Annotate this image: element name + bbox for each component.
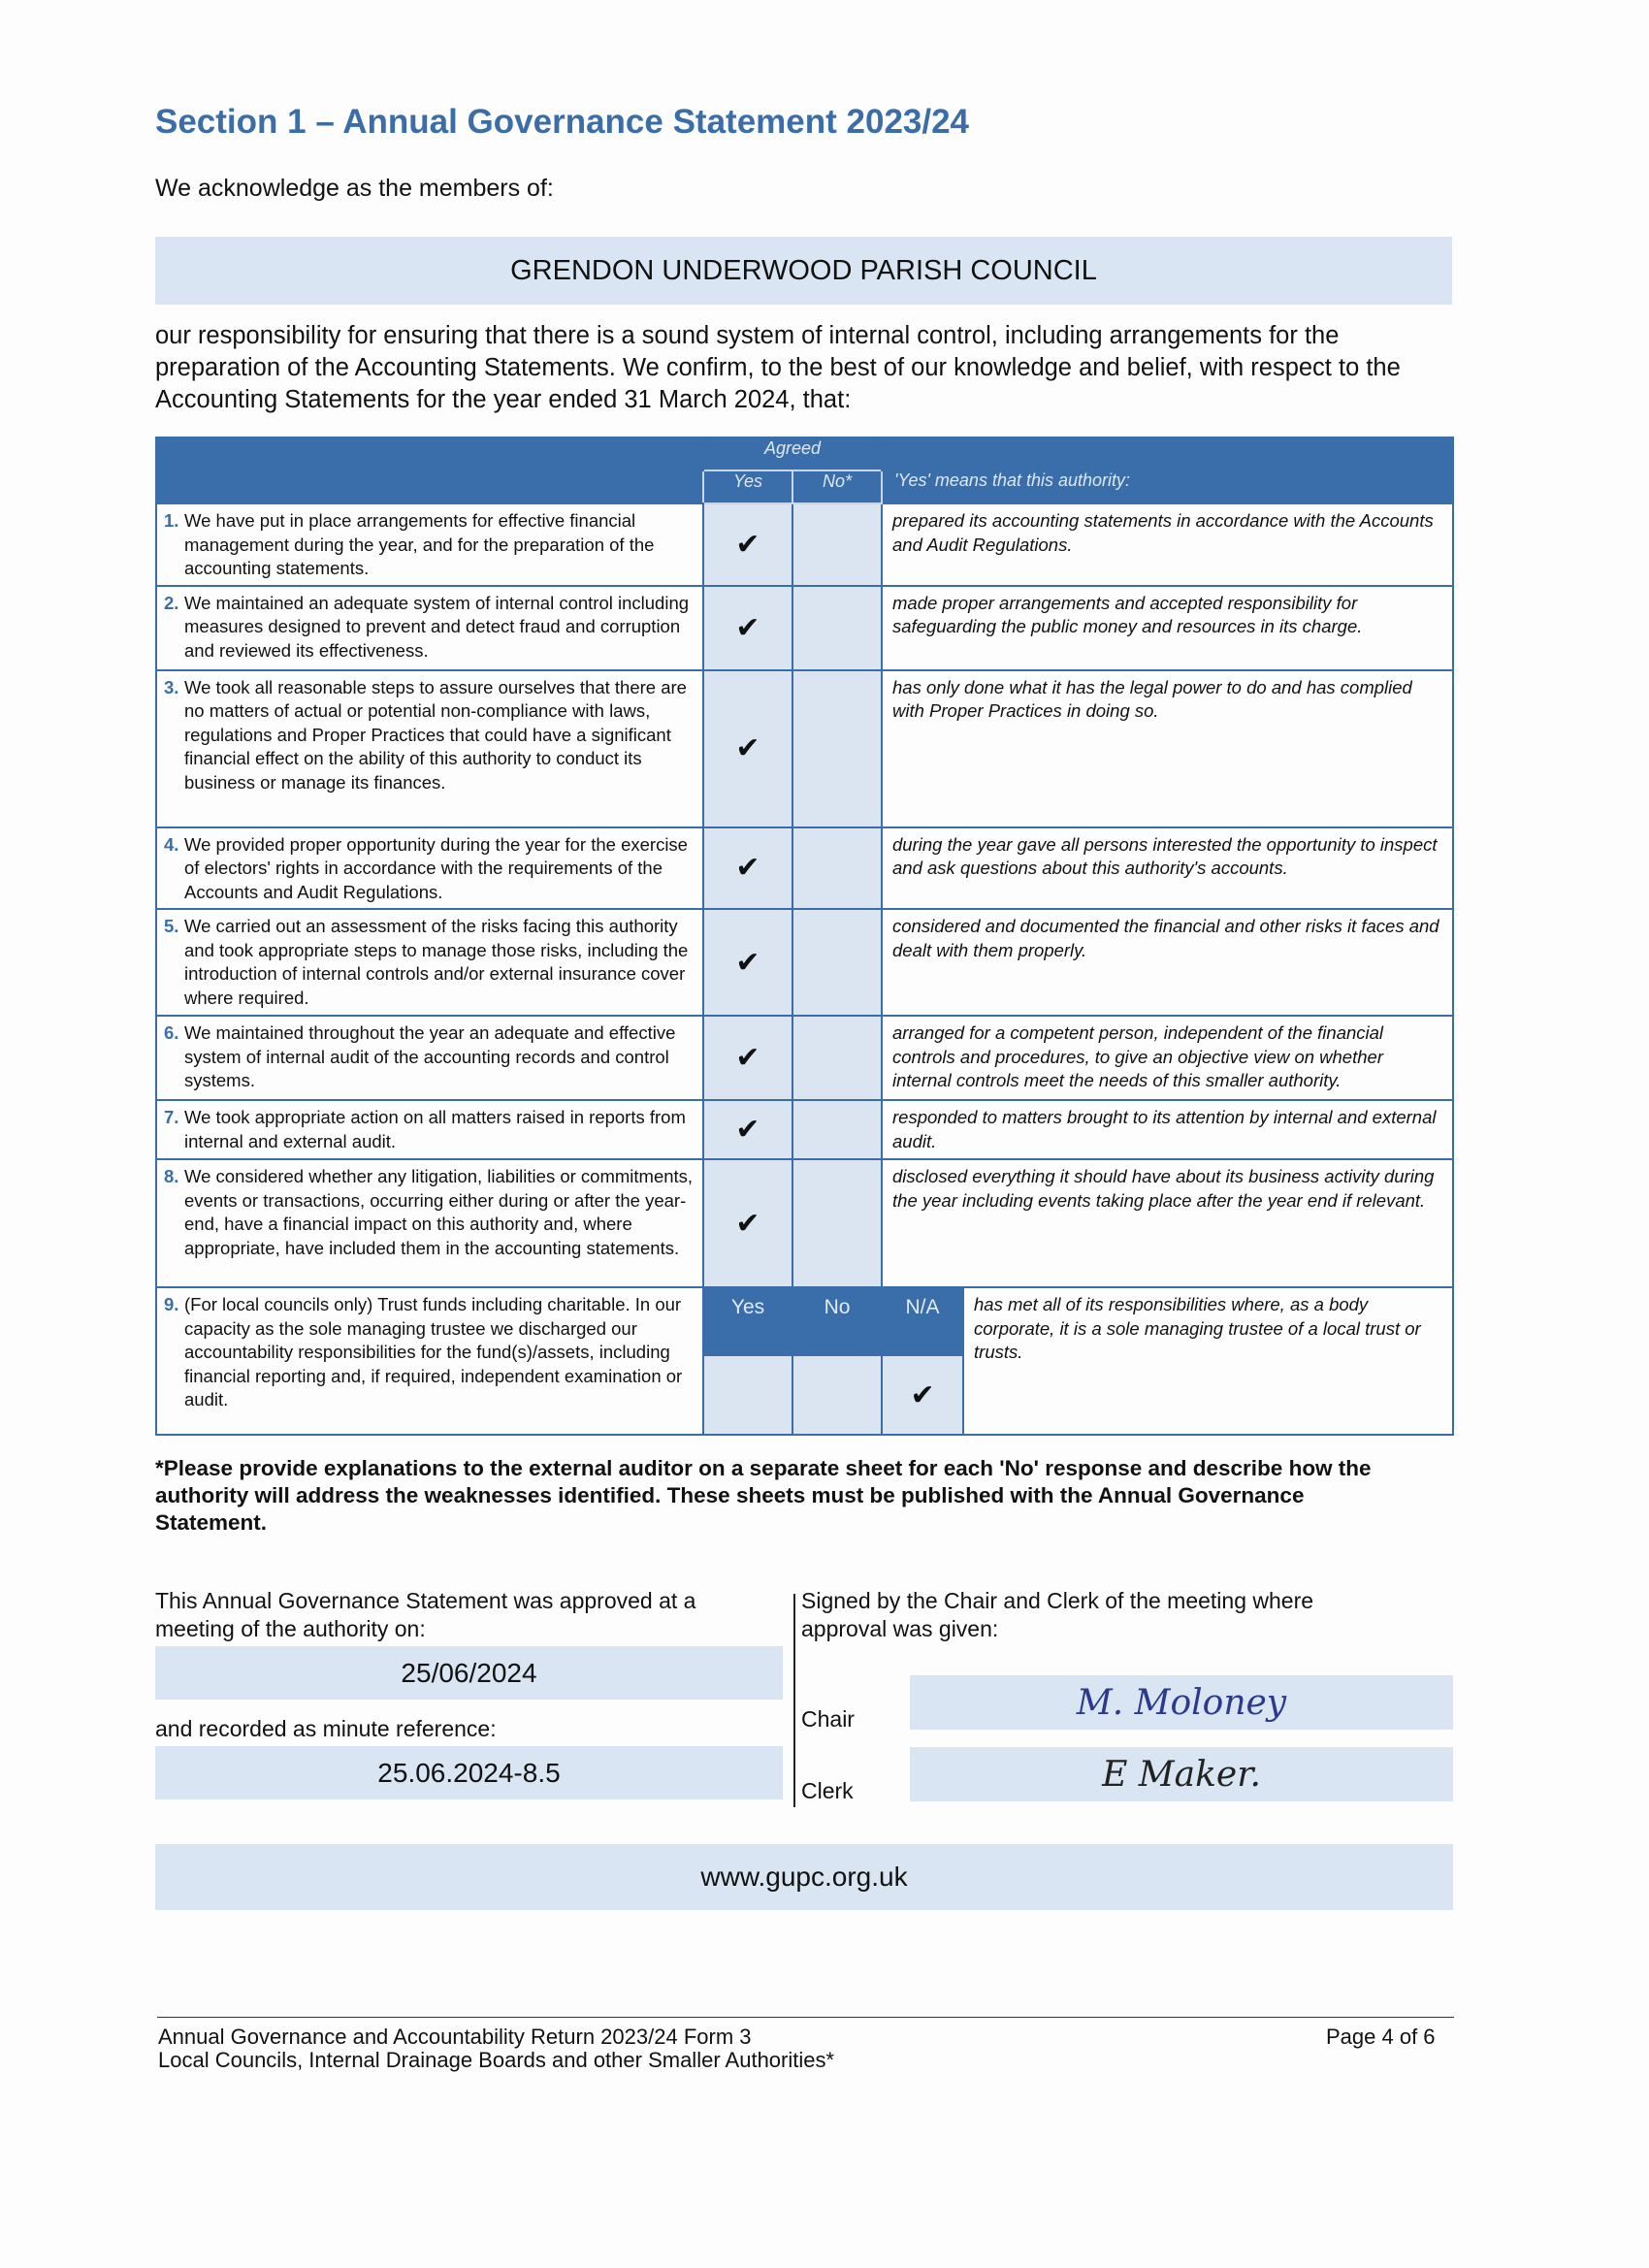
statement-5: 5. We carried out an assessment of the risks facing this authority and took appropriate steps to manage those risks, including the introduction of internal controls and/or external insurance cover where required. [156, 909, 703, 1016]
divider [793, 1594, 795, 1807]
meaning-4: during the year gave all persons interested the opportunity to inspect and ask questions about this authority's accounts. [882, 827, 1453, 910]
check-icon: ✔ [735, 946, 760, 979]
no-header-9: No [792, 1287, 882, 1355]
meaning-header: 'Yes' means that this authority: [882, 470, 1453, 503]
table-row [156, 670, 1453, 827]
meaning-2: made proper arrangements and accepted responsibility for safeguarding the public money and resources in its charge. [882, 586, 1453, 670]
meaning-6: arranged for a competent person, independent of the financial controls and procedures, to give an objective view on whether internal controls meet the needs of this smaller authority. [882, 1016, 1453, 1100]
meaning-1: prepared its accounting statements in accordance with the Accounts and Audit Regulations. [882, 503, 1453, 586]
check-icon: ✔ [735, 1207, 760, 1240]
meaning-3: has only done what it has the legal power to do and has complied with Proper Practices in doing so. [882, 670, 1453, 827]
table-row [156, 1159, 1453, 1287]
statement-4: 4. We provided proper opportunity during the year for the exercise of electors' rights in accordance with the requirements of the Accounts and Audit Regulations. [156, 827, 703, 910]
responsibility-paragraph: our responsibility for ensuring that there is a sound system of internal control, including arrangements for the preparation of the Accounting Statements. We confirm, to the best of our knowledge and belief, with respect to the Accounting Statements for the year ended 31 March 2024, that: [155, 322, 1401, 413]
statement-9: 9. (For local councils only) Trust funds including charitable. In our capacity as the sole managing trustee we discharged our accountability responsibilities for the fund(s)/assets, including financial reporting and, if required, independent examination or audit. [156, 1287, 703, 1435]
statement-3: 3. We took all reasonable steps to assure ourselves that there are no matters of actual or potential non-compliance with laws, regulations and Proper Practices that could have a significant financial effect on the ability of this authority to conduct its business or manage its finances. [156, 670, 703, 827]
no-response-footnote: *Please provide explanations to the external auditor on a separate sheet for each 'No' response and describe how the authority will address the weaknesses identified. These sheets must be published with the Annual Governance Statement. [155, 1456, 1372, 1535]
yes-checkbox-5[interactable] [703, 909, 792, 1016]
table-row [156, 909, 1453, 1016]
approved-text: This Annual Governance Statement was approved at a meeting of the authority on: [155, 1588, 696, 1641]
yes-checkbox-6[interactable] [703, 1016, 792, 1100]
signed-text: Signed by the Chair and Clerk of the meeting where approval was given: [801, 1588, 1314, 1641]
approval-date-field[interactable]: 25/06/2024 [155, 1646, 783, 1700]
table-row [156, 1287, 1453, 1355]
table-row [156, 586, 1453, 670]
clerk-signature-field[interactable] [910, 1747, 1453, 1801]
webpage-address-field[interactable]: www.gupc.org.uk [155, 1844, 1453, 1910]
no-checkbox-7[interactable] [792, 1100, 882, 1159]
no-checkbox-8[interactable] [792, 1159, 882, 1287]
agreed-header: Agreed [703, 437, 882, 470]
check-icon: ✔ [735, 732, 760, 764]
clerk-label: Clerk [801, 1778, 854, 1803]
statement-6: 6. We maintained throughout the year an adequate and effective system of internal audit of the accounting records and control systems. [156, 1016, 703, 1100]
statement-1: 1. We have put in place arrangements for effective financial management during the year, and for the preparation of the accounting statements. [156, 503, 703, 586]
no-checkbox-1[interactable] [792, 503, 882, 586]
minute-reference-field[interactable]: 25.06.2024-8.5 [155, 1746, 783, 1799]
table-row [156, 503, 1453, 586]
no-checkbox-6[interactable] [792, 1016, 882, 1100]
page-number: Page 4 of 6 [1326, 2025, 1436, 2049]
chair-label: Chair [801, 1706, 855, 1732]
check-icon: ✔ [735, 528, 760, 561]
section-title: Section 1 – Annual Governance Statement 2023/24 [155, 103, 970, 141]
table-row [156, 827, 1453, 910]
no-checkbox-9[interactable] [792, 1355, 882, 1435]
statement-7: 7. We took appropriate action on all matters raised in reports from internal and external audit. [156, 1100, 703, 1159]
yes-header: Yes [703, 470, 792, 503]
yes-checkbox-9[interactable] [703, 1355, 792, 1435]
check-icon: ✔ [735, 1114, 760, 1146]
chair-signature-field[interactable] [910, 1675, 1453, 1730]
yes-checkbox-3[interactable] [703, 670, 792, 827]
yes-checkbox-2[interactable] [703, 586, 792, 670]
yes-checkbox-1[interactable] [703, 503, 792, 586]
no-checkbox-2[interactable] [792, 586, 882, 670]
intro-text: We acknowledge as the members of: [155, 175, 554, 202]
check-icon: ✔ [910, 1378, 935, 1411]
check-icon: ✔ [735, 852, 760, 885]
check-icon: ✔ [735, 1042, 760, 1074]
no-checkbox-4[interactable] [792, 827, 882, 910]
chair-signature: M. Moloney [1076, 1682, 1287, 1723]
statement-8: 8. We considered whether any litigation, liabilities or commitments, events or transactions, occurring either during or after the year-end, have a financial impact on this authority and, where appropriate, have included them in the accounting statements. [156, 1159, 703, 1287]
yes-checkbox-8[interactable] [703, 1159, 792, 1287]
meaning-9: has met all of its responsibilities where, as a body corporate, it is a sole managing trustee of a local trust or trusts. [963, 1287, 1453, 1435]
na-header-9: N/A [882, 1287, 963, 1355]
meaning-8: disclosed everything it should have about its business activity during the year including events taking place after the year end if relevant. [882, 1159, 1453, 1287]
yes-checkbox-4[interactable] [703, 827, 792, 910]
meaning-7: responded to matters brought to its attention by internal and external audit. [882, 1100, 1453, 1159]
footer-line-1: Annual Governance and Accountability Return 2023/24 Form 3 [158, 2025, 752, 2049]
clerk-signature: E Maker. [1102, 1754, 1261, 1795]
table-row [156, 1100, 1453, 1159]
yes-checkbox-7[interactable] [703, 1100, 792, 1159]
minute-label: and recorded as minute reference: [155, 1716, 497, 1741]
check-icon: ✔ [735, 611, 760, 644]
footer-line-2: Local Councils, Internal Drainage Boards and other Smaller Authorities* [158, 2048, 835, 2072]
governance-table [155, 437, 1454, 1436]
footer-divider [157, 2017, 1454, 2018]
no-header: No* [792, 470, 882, 503]
statement-2: 2. We maintained an adequate system of internal control including measures designed to prevent and detect fraud and corruption and reviewed its effectiveness. [156, 586, 703, 670]
authority-name-field[interactable]: GRENDON UNDERWOOD PARISH COUNCIL [155, 237, 1452, 305]
na-checkbox-9[interactable] [882, 1355, 963, 1435]
no-checkbox-3[interactable] [792, 670, 882, 827]
yes-header-9: Yes [703, 1287, 792, 1355]
no-checkbox-5[interactable] [792, 909, 882, 1016]
meaning-5: considered and documented the financial and other risks it faces and dealt with them properly. [882, 909, 1453, 1016]
table-row [156, 1016, 1453, 1100]
